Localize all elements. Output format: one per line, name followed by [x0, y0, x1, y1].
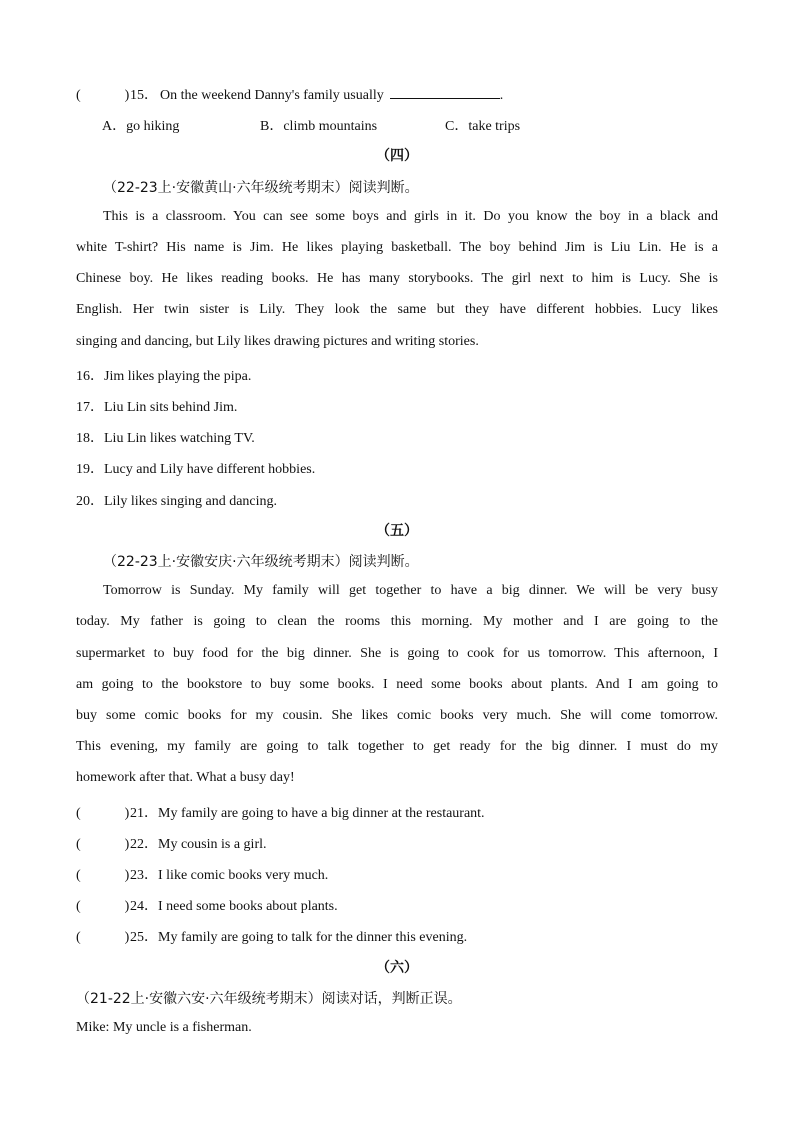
question-text: On the weekend Danny's family usually: [160, 88, 384, 103]
question-23: ( )23．I like comic books very much.: [76, 868, 329, 883]
passage-line: buy some comic books for my cousin. She likes comic books very much. She will come tomorrow.: [76, 708, 718, 723]
section-4-heading: （四）: [376, 148, 418, 164]
question-19: 19．Lucy and Lily have different hobbies.: [76, 462, 316, 477]
section-6-heading: （六）: [376, 960, 418, 976]
section-5-heading: （五）: [376, 523, 418, 539]
fill-blank-line[interactable]: [390, 86, 500, 99]
question-number: 15．: [130, 88, 158, 103]
question-18: 18．Liu Lin likes watching TV.: [76, 431, 255, 446]
question-17: 17．Liu Lin sits behind Jim.: [76, 400, 238, 415]
question-24: ( )24．I need some books about plants.: [76, 899, 338, 914]
question-25: ( )25．My family are going to talk for the dinner this evening.: [76, 930, 468, 945]
option-b[interactable]: B．climb mountains: [260, 119, 378, 134]
passage-line: This evening, my family are going to talk together to get ready for the big dinner. I must do my: [76, 739, 718, 754]
section-6-source: （21-22上·安徽六安·六年级统考期末）阅读对话，判断正误。: [76, 991, 462, 1007]
section-4-source: （22-23上·安徽黄山·六年级统考期末）阅读判断。: [103, 180, 419, 196]
passage-line: Chinese boy. He likes reading books. He has many storybooks. The girl next to him is Lucy. She is: [76, 271, 718, 286]
question-22: ( )22．My cousin is a girl.: [76, 837, 267, 852]
passage-line: English. Her twin sister is Lily. They look the same but they have different hobbies. Lucy likes: [76, 302, 718, 317]
option-c[interactable]: C．take trips: [445, 119, 521, 134]
passage-line: today. My father is going to clean the rooms this morning. My mother and I are going to the: [76, 614, 718, 629]
answer-blank-paren[interactable]: ( ): [76, 899, 130, 914]
answer-blank-paren[interactable]: ( ): [76, 88, 130, 103]
answer-blank-paren[interactable]: ( ): [76, 806, 130, 821]
passage-line: Tomorrow is Sunday. My family will get together to have a big dinner. We will be very busy: [103, 583, 718, 598]
question-20: 20．Lily likes singing and dancing.: [76, 494, 278, 509]
passage-line: This is a classroom. You can see some boys and girls in it. Do you know the boy in a black and: [103, 209, 718, 224]
passage-line: homework after that. What a busy day!: [76, 770, 295, 785]
passage-line: supermarket to buy food for the big dinner. She is going to cook for us tomorrow. This afternoon, I: [76, 646, 718, 661]
section-5-source: （22-23上·安徽安庆·六年级统考期末）阅读判断。: [103, 554, 419, 570]
question-16: 16．Jim likes playing the pipa.: [76, 369, 252, 384]
answer-blank-paren[interactable]: ( ): [76, 837, 130, 852]
question-15: ( )15． On the weekend Danny's family usually .: [76, 88, 504, 103]
dialogue-line: Mike: My uncle is a fisherman.: [76, 1020, 252, 1035]
option-a[interactable]: A．go hiking: [102, 119, 180, 134]
answer-blank-paren[interactable]: ( ): [76, 868, 130, 883]
passage-line: white T-shirt? His name is Jim. He likes playing basketball. The boy behind Jim is Liu Lin. He is a: [76, 240, 718, 255]
answer-blank-paren[interactable]: ( ): [76, 930, 130, 945]
question-21: ( )21．My family are going to have a big dinner at the restaurant.: [76, 806, 485, 821]
passage-line: singing and dancing, but Lily likes drawing pictures and writing stories.: [76, 334, 479, 349]
passage-line: am going to the bookstore to buy some books. I need some books about plants. And I am going to: [76, 677, 718, 692]
